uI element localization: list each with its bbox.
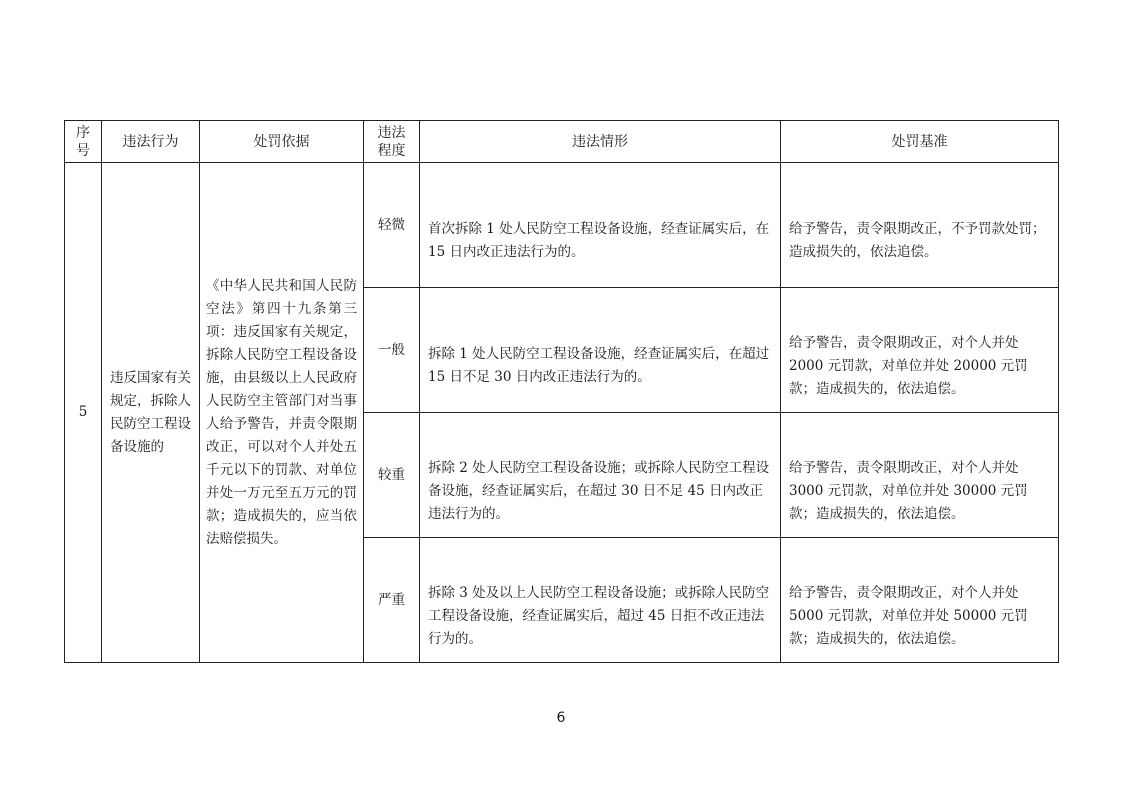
standard-text: 给予警告，责令限期改正，不予罚款处罚；造成损失的，依法追偿。: [789, 221, 1046, 260]
header-degree: 违法程度: [364, 121, 420, 163]
header-standard: 处罚基准: [781, 121, 1059, 163]
header-row: [65, 121, 1059, 163]
standard-text: 给予警告，责令限期改正，对个人并处 3000 元罚款，对单位并处 30000 元罚款；造成损失的，依法追偿。: [789, 459, 1028, 522]
standard-cell: [781, 413, 1059, 538]
header-basis: 处罚依据: [200, 121, 364, 163]
situation-text: 首次拆除 1 处人民防空工程设备设施，经查证属实后，在 15 日内改正违法行为的。: [428, 221, 770, 260]
standard-text: 给予警告，责令限期改正，对个人并处 2000 元罚款，对单位并处 20000 元罚款；造成损失的，依法追偿。: [789, 334, 1028, 397]
entry-behavior: 违反国家有关规定，拆除人民防空工程设备设施的: [102, 163, 200, 663]
header-seq: 序号: [65, 121, 102, 163]
standard-cell: [781, 288, 1059, 413]
page-number: 6: [556, 710, 566, 726]
situation-cell: [420, 288, 781, 413]
situation-cell: [420, 163, 781, 288]
entry-basis: 《中华人民共和国人民防空法》第四十九条第三项：违反国家有关规定，拆除人民防空工程设备设施，由县级以上人民政府人民防空主管部门对当事人给予警告，并责令限期改正，可以对个人并处五千元以下的罚款、对单位并处一万元至五万元的罚款；造成损失的，应当依法赔偿损失。: [200, 163, 364, 663]
degree-cell: 轻微: [364, 163, 420, 288]
situation-cell: [420, 538, 781, 663]
degree-cell: 严重: [364, 538, 420, 663]
entry-seq: 5: [65, 163, 102, 663]
degree-cell: 较重: [364, 413, 420, 538]
situation-text: 拆除 2 处人民防空工程设备设施；或拆除人民防空工程设备设施，经查证属实后，在超过 30 日不足 45 日内改正违法行为的。: [428, 459, 770, 522]
standard-text: 给予警告，责令限期改正，对个人并处 5000 元罚款，对单位并处 50000 元罚款；造成损失的，依法追偿。: [789, 584, 1028, 647]
standard-cell: [781, 163, 1059, 288]
header-behavior: 违法行为: [102, 121, 200, 163]
degree-cell: 一般: [364, 288, 420, 413]
standard-cell: [781, 538, 1059, 663]
situation-text: 拆除 3 处及以上人民防空工程设备设施；或拆除人民防空工程设备设施，经查证属实后，超过 45 日拒不改正违法行为的。: [428, 584, 770, 647]
header-situation: 违法情形: [420, 121, 781, 163]
table-row: [65, 163, 1059, 288]
situation-cell: [420, 413, 781, 538]
penalty-table: [64, 120, 1059, 663]
situation-text: 拆除 1 处人民防空工程设备设施，经查证属实后，在超过 15 日不足 30 日内改正违法行为的。: [428, 346, 770, 385]
